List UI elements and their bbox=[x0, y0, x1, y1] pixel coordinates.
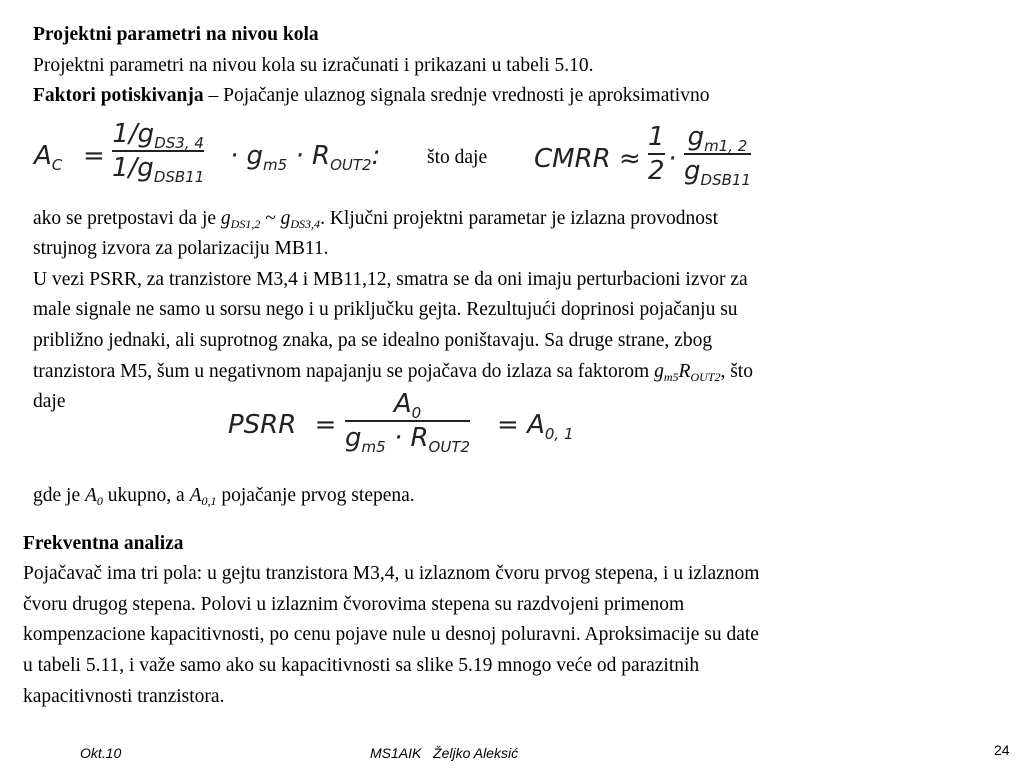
eq-symbol: R bbox=[410, 423, 429, 453]
eq-equals: = bbox=[83, 141, 105, 171]
eq-subscript: m1, 2 bbox=[704, 137, 748, 155]
text-line: strujnog izvora za polarizaciju MB11. bbox=[33, 238, 329, 259]
text-run: . Ključni projektni parametar je izlazna provodnost bbox=[320, 208, 719, 229]
eq-fraction-g bbox=[684, 122, 751, 189]
text-line bbox=[33, 204, 718, 235]
text-run: , što bbox=[720, 361, 753, 382]
fraction-bar bbox=[648, 153, 665, 155]
text-line: Projektni parametri na nivou kola su izračunati i prikazani u tabeli 5.10. bbox=[33, 55, 594, 76]
text-line bbox=[33, 357, 753, 388]
eq-fraction-half bbox=[648, 124, 665, 184]
eq-subscript: OUT2 bbox=[330, 156, 372, 174]
equation-psrr bbox=[228, 412, 336, 438]
eq-symbol: 1/g bbox=[112, 119, 155, 149]
text-line bbox=[33, 81, 709, 112]
eq-number: 2 bbox=[648, 156, 665, 186]
text-line: u tabeli 5.11, i važe samo ako su kapacitivnosti sa slike 5.19 mnogo veće od parazitnih bbox=[23, 655, 700, 676]
eq-fraction bbox=[112, 119, 205, 186]
eq-number: 1 bbox=[648, 122, 665, 152]
eq-approx: ≈ bbox=[618, 144, 641, 174]
footer-author: MS1AIK Željko Aleksić bbox=[370, 745, 519, 761]
text-run: ~ bbox=[260, 208, 281, 229]
text-run: gde je bbox=[33, 485, 85, 506]
text-line: kapacitivnosti tranzistora. bbox=[23, 686, 225, 707]
eq-subscript: OUT2 bbox=[428, 438, 471, 456]
eq-symbol: 1/g bbox=[112, 153, 154, 183]
equation-cmrr bbox=[534, 146, 641, 172]
math-subscript: 0 bbox=[96, 494, 103, 508]
text-line: čvoru drugog stepena. Polovi u izlaznim čvorovima stepena su razdvojeni primenom bbox=[23, 594, 685, 615]
eq-symbol: A bbox=[393, 389, 412, 419]
text-run: ako se pretpostavi da je bbox=[33, 208, 221, 229]
eq-symbol: g bbox=[687, 122, 705, 152]
eq-dot: · bbox=[668, 144, 677, 174]
math-symbol: g bbox=[220, 208, 231, 229]
eq-symbol: g bbox=[684, 156, 701, 186]
eq-equals: = bbox=[497, 410, 519, 440]
text-line: kompenzacione kapacitivnosti, po cenu pojave nule u desnoj poluravni. Aproksimacije su date bbox=[23, 624, 759, 645]
math-symbol: A bbox=[84, 485, 97, 506]
math-symbol: g bbox=[280, 208, 291, 229]
eq-subscript: DS3, 4 bbox=[154, 134, 204, 152]
eq-symbol: PSRR bbox=[228, 410, 297, 440]
eq-symbol: g bbox=[345, 423, 362, 453]
eq-colon: : bbox=[371, 141, 381, 171]
text-line: Pojačavač ima tri pola: u gejtu tranzistora M3,4, u izlaznom čvoru prvog stepena, i u izlaznom bbox=[23, 563, 760, 584]
math-subscript: OUT2 bbox=[690, 370, 721, 384]
equation-ac bbox=[34, 141, 63, 174]
text-line: daje bbox=[33, 391, 66, 412]
eq-dot: · bbox=[393, 423, 403, 453]
eq-subscript: 0, 1 bbox=[544, 425, 574, 443]
section-heading-projektni: Projektni parametri na nivou kola bbox=[33, 24, 319, 45]
eq-symbol: A bbox=[34, 141, 52, 171]
math-symbol: A bbox=[189, 485, 202, 506]
text-line: približno jednaki, ali suprotnog znaka, pa se idealno poništavaju. Sa druge strane, zbog bbox=[33, 330, 713, 351]
text-sto-daje: što daje bbox=[427, 147, 488, 168]
eq-symbol: R bbox=[312, 141, 331, 171]
eq-subscript: DSB11 bbox=[153, 168, 205, 186]
eq-dot: · bbox=[295, 141, 304, 171]
fraction-bar bbox=[345, 420, 470, 422]
eq-symbol: g bbox=[246, 141, 264, 171]
eq-product bbox=[230, 141, 381, 174]
eq-subscript: m5 bbox=[361, 438, 386, 456]
text-run: tranzistora M5, šum u negativnom napajanju se pojačava do izlaza sa faktorom bbox=[33, 361, 655, 382]
bold-term: Faktori potiskivanja bbox=[33, 85, 204, 106]
eq-symbol: CMRR bbox=[534, 144, 611, 174]
page-number: 24 bbox=[994, 742, 1010, 758]
text-run: – Pojačanje ulaznog signala srednje vrednosti je aproksimativno bbox=[203, 85, 710, 106]
math-subscript: m5 bbox=[663, 370, 679, 384]
eq-subscript: m5 bbox=[263, 156, 288, 174]
math-symbol: R bbox=[678, 361, 691, 382]
text-run: pojačanje prvog stepena. bbox=[216, 485, 415, 506]
math-subscript: DS3,4 bbox=[290, 217, 321, 231]
section-heading-frekventna: Frekventna analiza bbox=[23, 533, 184, 554]
math-subscript: DS1,2 bbox=[230, 217, 261, 231]
eq-subscript: C bbox=[51, 156, 63, 174]
math-symbol: g bbox=[654, 361, 664, 382]
eq-subscript: 0 bbox=[411, 404, 422, 422]
text-line: U vezi PSRR, za tranzistore M3,4 i MB11,12, smatra se da oni imaju perturbacioni izvor za bbox=[33, 269, 748, 290]
eq-rhs bbox=[497, 410, 574, 443]
eq-symbol: A bbox=[527, 410, 545, 440]
text-run: ukupno, a bbox=[102, 485, 190, 506]
text-line bbox=[33, 481, 415, 512]
math-subscript: 0,1 bbox=[201, 494, 217, 508]
eq-fraction-psrr bbox=[345, 389, 471, 456]
footer-date: Okt.10 bbox=[80, 745, 122, 761]
eq-subscript: DSB11 bbox=[700, 171, 751, 189]
eq-dot: · bbox=[230, 141, 239, 171]
eq-equals: = bbox=[314, 410, 337, 440]
text-line: male signale ne samo u sorsu nego i u priključku gejta. Rezultujući doprinosi pojačanju su bbox=[33, 299, 738, 320]
